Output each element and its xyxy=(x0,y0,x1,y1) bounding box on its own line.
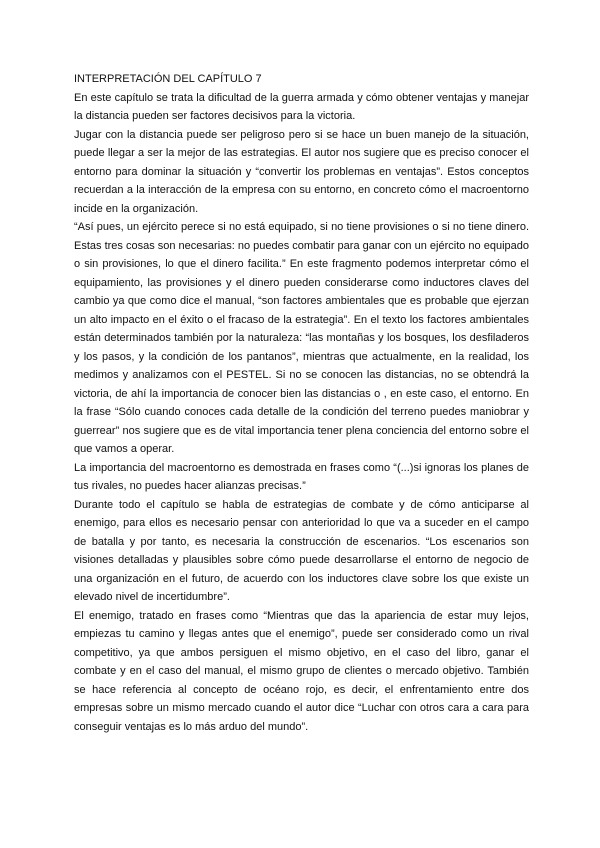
paragraph-enemy: El enemigo, tratado en frases como “Mientras que das la apariencia de estar muy lejos, empiezas tu camino y llegas antes que el enemigo”, puede ser considerado como un rival competitivo, ya que ambos persiguen el mismo objetivo, en el caso del libro, ganar el combate y en el caso del manual, el mismo grupo de clientes o mercado objetivo. También se hace referencia al concepto de océano rojo, es decir, el enfrentamiento entre dos empresas sobre un mismo mercado cuando el autor dice “Luchar con otros cara a cara para conseguir ventajas es lo más arduo del mundo”. xyxy=(74,609,529,733)
document-body xyxy=(74,70,529,736)
paragraph-scenarios: Durante todo el capítulo se habla de estrategias de combate y de cómo anticiparse al enemigo, para ellos es necesario pensar con anterioridad lo que va a suceder en el campo de batalla y por tanto, es necesaria la construcción de escenarios. “Los escenarios son visiones detalladas y plausibles sobre cómo puede desarrollarse el entorno de negocio de una organización en el futuro, de acuerdo con los inductores clave sobre los que existe un elevado nivel de incertidumbre”. xyxy=(74,498,529,603)
paragraph-army-quote: “Así pues, un ejército perece si no está equipado, si no tiene provisiones o si no tiene dinero. Estas tres cosas son necesarias: no puedes combatir para ganar con un ejército no equipado o sin provisiones, lo que el dinero facilita.” En este fragmento podemos interpretar cómo el equipamiento, las provisiones y el dinero pueden considerarse como inductores claves del cambio ya que como dice el manual, “son factores ambientales que es probable que ejerzan un alto impacto en el éxito o el fracaso de la estrategia”. En el texto los factores ambientales están determinados también por la naturaleza: “las montañas y los bosques, los desfiladeros y los pasos, y la condición de los pantanos”, mientras que actualmente, en la realidad, los medimos y analizamos con el PESTEL. Si no se conocen las distancias, no se obtendrá la victoria, de ahí la importancia de conocer bien las distancias o , en este caso, el entorno. En la frase “Sólo cuando conoces cada detalle de la condición del terreno puedes maniobrar y guerrear” nos sugiere que es de vital importancia tener plena conciencia del entorno sobre el que vamos a operar. xyxy=(74,221,529,455)
document-title: INTERPRETACIÓN DEL CAPÍTULO 7 xyxy=(74,73,262,85)
paragraph-macroentorno: La importancia del macroentorno es demostrada en frases como “(...)si ignoras los planes de tus rivales, no puedes hacer alianzas precisas.” xyxy=(74,461,529,492)
paragraph-intro: En este capítulo se trata la dificultad de la guerra armada y cómo obtener ventajas y manejar la distancia pueden ser factores decisivos para la victoria. xyxy=(74,91,529,122)
paragraph-distance: Jugar con la distancia puede ser peligroso pero si se hace un buen manejo de la situación, puede llegar a ser la mejor de las estrategias. El autor nos sugiere que es preciso conocer el entorno para dominar la situación y “convertir los problemas en ventajas”. Estos conceptos recuerdan a la interacción de la empresa con su entorno, en concreto cómo el macroentorno incide en la organización. xyxy=(74,128,529,215)
